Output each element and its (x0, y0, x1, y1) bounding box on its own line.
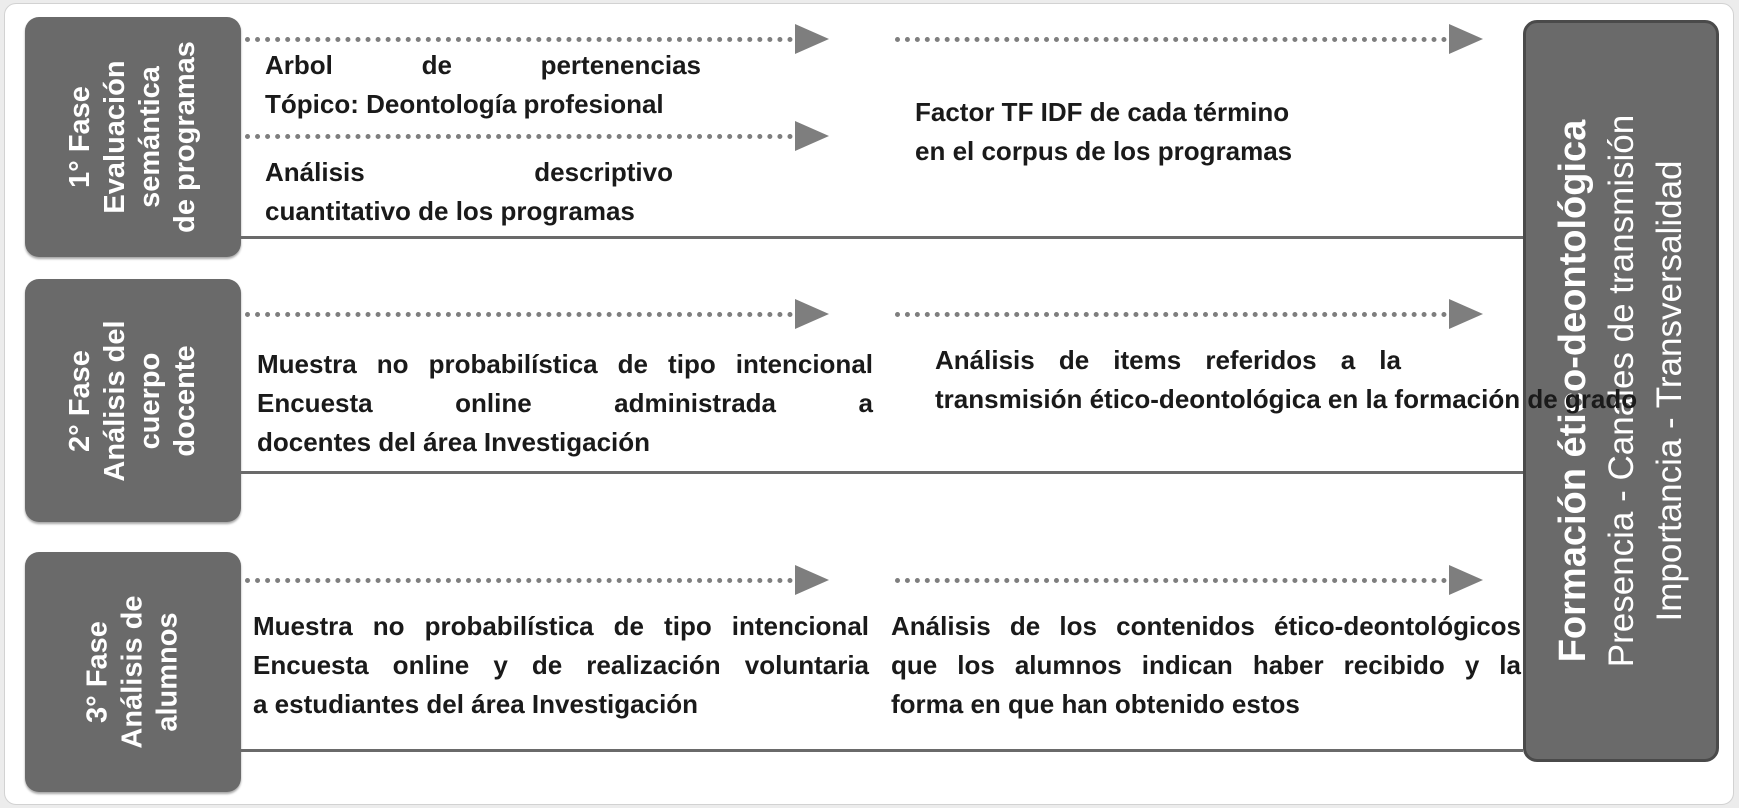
row-3-arrow-b-shaft (895, 578, 1447, 583)
row-2-result: Análisis de items referidos a la transmisión ético-deontológica en la formación de grado (935, 345, 1638, 414)
row-1-method-a: Arbol de pertenencias Tópico: Deontología profesional (265, 50, 701, 119)
row-3-arrow-a-shaft (245, 578, 793, 583)
phase-3-box (25, 552, 241, 792)
row-1-arrow-c-head (795, 121, 829, 151)
final-outcome-line-2: Presencia - Canales de transmisión (1602, 114, 1641, 668)
row-1-arrow-b-head (1449, 24, 1483, 54)
methodology-diagram (4, 3, 1734, 805)
row-2-arrow-b-shaft (895, 312, 1447, 317)
row-2-arrow-a-head (795, 299, 829, 329)
row-2-arrow-a-shaft (245, 312, 793, 317)
row-1-method-b: Análisis descriptivo cuantitativo de los programas (265, 157, 673, 226)
row-1-arrow-a-shaft (245, 37, 793, 42)
final-outcome-title: Formación ético-deontológica (1552, 119, 1594, 663)
phase-2-box (25, 279, 241, 522)
row-1-arrow-a-head (795, 24, 829, 54)
phase-3-label: 3° Fase Análisis de alumnos (81, 595, 184, 749)
row-1-baseline (241, 236, 1523, 239)
row-3-baseline (241, 749, 1523, 752)
phase-2-label: 2° Fase Análisis del cuerpo docente (64, 319, 201, 482)
row-3-arrow-b-head (1449, 565, 1483, 595)
row-3-method: Muestra no probabilística de tipo intencional Encuesta online y de realización voluntaria a estudiantes del área Investigación (253, 611, 869, 719)
row-3-result: Análisis de los contenidos ético-deontológicos que los alumnos indican haber recibido y la forma en que han obtenido estos (891, 611, 1521, 719)
row-2-baseline (241, 471, 1523, 474)
row-2-method: Muestra no probabilística de tipo intencional Encuesta online administrada a docentes del área Investigación (257, 349, 873, 457)
phase-1-box (25, 17, 241, 257)
row-3-arrow-a-head (795, 565, 829, 595)
row-1-result: Factor TF IDF de cada término en el corpus de los programas (915, 97, 1293, 166)
row-2-arrow-b-head (1449, 299, 1483, 329)
row-1-arrow-c-shaft (245, 134, 793, 139)
final-outcome-line-3: Importancia - Transversalidad (1650, 160, 1689, 622)
row-1-arrow-b-shaft (895, 37, 1447, 42)
phase-1-label: 1° Fase Evaluación semántica de programas (64, 41, 201, 233)
